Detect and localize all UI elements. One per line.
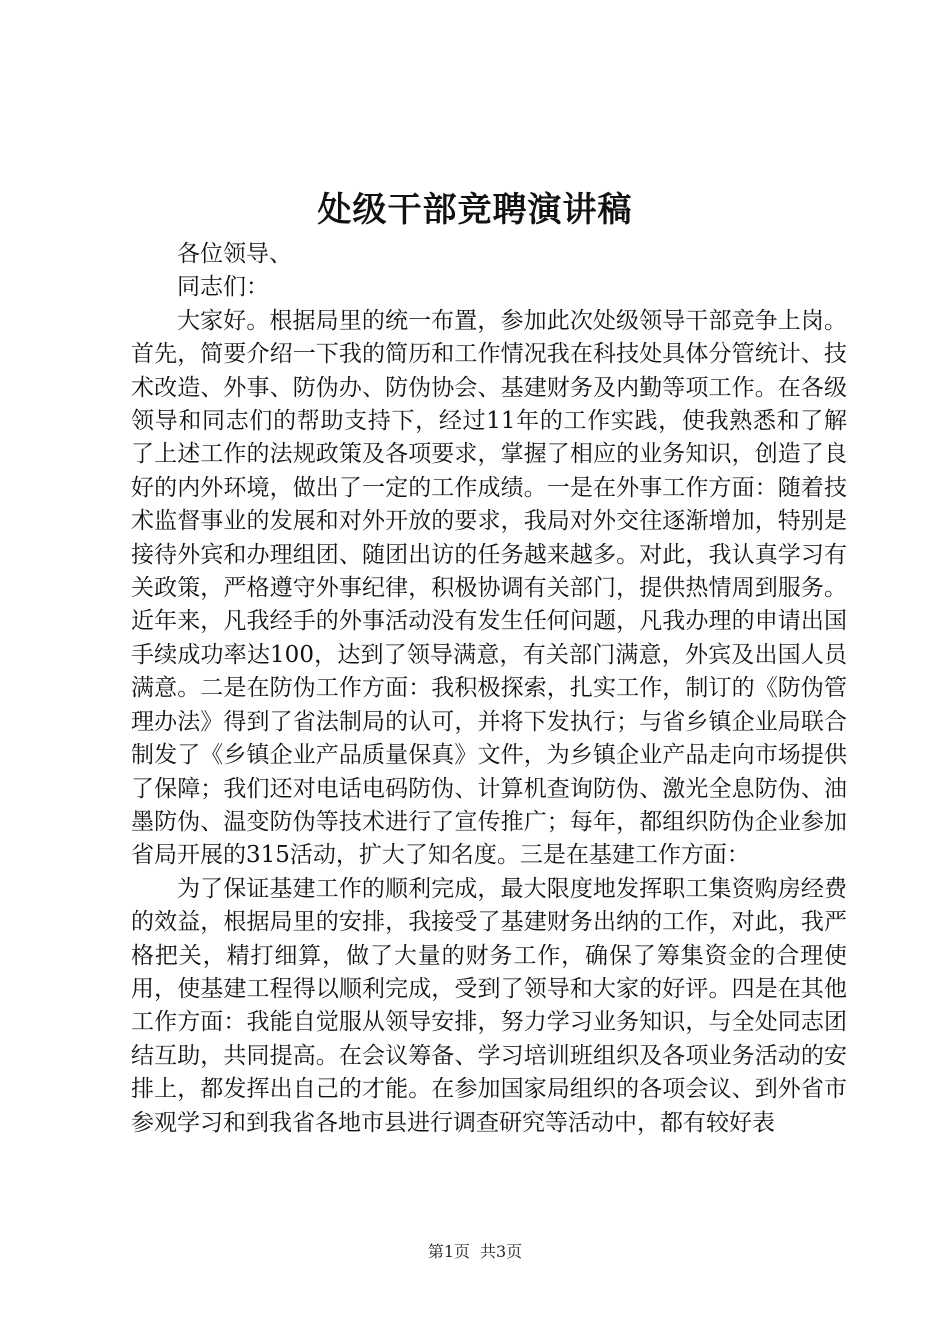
paragraph-1: 大家好。根据局里的统一布置，参加此次处级领导干部竞争上岗。首先，简要介绍一下我的简历和工作情况我在科技处具体分管统计、技术改造、外事、防伪办、防伪协会、基建财务及内勤等项工作。在各级领导和同志们的帮助支持下，经过11年的工作实践，使我熟悉和了解了上述工作的法规政策及各项要求，掌握了相应的业务知识，创造了良好的内外环境，做出了一定的工作成绩。一是在外事工作方面：随着技术监督事业的发展和对外开放的要求，我局对外交往逐渐增加，特别是接待外宾和办理组团、随团出访的任务越来越多。对此，我认真学习有关政策，严格遵守外事纪律，积极协调有关部门，提供热情周到服务。近年来，凡我经手的外事活动没有发生任何问题，凡我办理的申请出国手续成功率达100，达到了领导满意，有关部门满意，外宾及出国人员满意。二是在防伪工作方面：我积极探索，扎实工作，制订的《防伪管理办法》得到了省法制局的认可，并将下发执行；与省乡镇企业局联合制发了《乡镇企业产品质量保真》文件，为乡镇企业产品走向市场提供了保障；我们还对电话电码防伪、计算机查询防伪、激光全息防伪、油墨防伪、温变防伪等技术进行了宣传推广；每年，都组织防伪企业参加省局开展的315活动，扩大了知名度。三是在基建工作方面： (131, 307, 847, 869)
page-number: 第1页 (427, 1242, 470, 1261)
greeting-line-2: 同志们： (177, 274, 269, 301)
paragraph-2: 为了保证基建工作的顺利完成，最大限度地发挥职工集资购房经费的效益，根据局里的安排，我接受了基建财务出纳的工作，对此，我严格把关，精打细算，做了大量的财务工作，确保了筹集资金的合理使用，使基建工程得以顺利完成，受到了领导和大家的好评。四是在其他工作方面：我能自觉服从领导安排，努力学习业务知识，与全处同志团结互助，共同提高。在会议筹备、学习培训班组织及各项业务活动的安排上，都发挥出自己的才能。在参加国家局组织的各项会议、到外省市参观学习和到我省各地市县进行调查研究等活动中，都有较好表 (131, 875, 847, 1136)
greeting-line-1: 各位领导、 (177, 241, 292, 267)
document-body (131, 238, 847, 1140)
document-title: 处级干部竞聘演讲稿 (317, 190, 633, 230)
page-total: 共3页 (480, 1242, 523, 1261)
page-footer (0, 1240, 950, 1264)
